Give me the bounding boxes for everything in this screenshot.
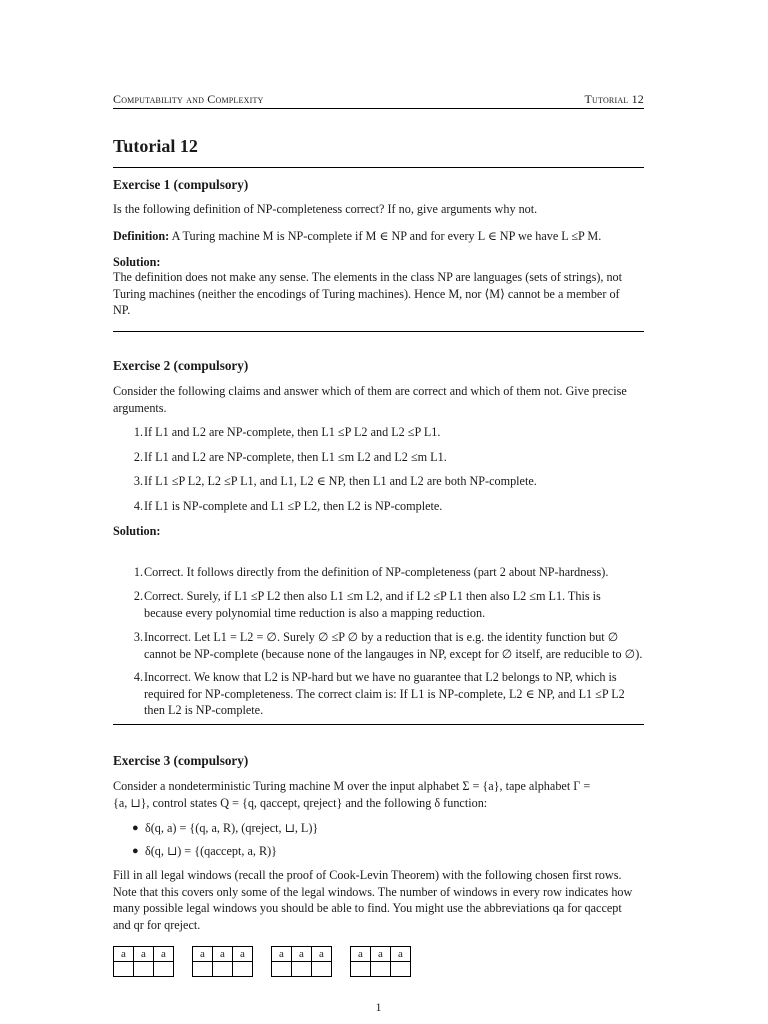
answer-line: Correct. It follows directly from the definition of NP-completeness (part 2 about NP-hardness). [144, 565, 609, 579]
task-line: many possible legal windows you should be able to find. You might use the abbreviations qa for qaccept [113, 901, 622, 915]
window-cell: a [193, 947, 213, 962]
claim-number: 3. [133, 474, 143, 488]
intro-line: Consider a nondeterministic Turing machine M over the input alphabet Σ = {a}, tape alphabet Γ = [113, 779, 591, 793]
window-cell: a [312, 947, 332, 962]
intro-line: arguments. [113, 400, 167, 415]
definition-text: A Turing machine M is NP-complete if M ∈ NP and for every L ∈ NP we have L ≤P M. [171, 229, 602, 243]
claim-text: If L1 is NP-complete and L1 ≤P L2, then L2 is NP-complete. [144, 499, 443, 513]
legal-windows [113, 946, 413, 980]
claim-text: If L1 ≤P L2, L2 ≤P L1, and L1, L2 ∈ NP, then L1 and L2 are both NP-complete. [144, 474, 537, 488]
solution-line: Turing machines (neither the encodings of Turing machines). Hence M, nor ⟨M⟩ cannot be a member of [113, 286, 620, 301]
exercise-1-heading: Exercise 1 (compulsory) [113, 177, 249, 192]
claim-number: 1. [133, 425, 143, 439]
answer-text [144, 588, 644, 621]
claim-text: If L1 and L2 are NP-complete, then L1 ≤m L2 and L2 ≤m L1. [144, 450, 447, 464]
task-line: and qr for qreject. [113, 917, 201, 932]
exercise-2-intro [113, 383, 644, 416]
answer-line: Incorrect. We know that L2 is NP-hard but we have no guarantee that L2 belongs to NP, which is [144, 670, 617, 684]
delta-rule: δ(q, a) = {(q, a, R), (qreject, ⊔, L)} [145, 821, 319, 835]
exercise-1-solution-label: Solution: [113, 255, 161, 269]
window-cell: a [272, 947, 292, 962]
window-cell: a [391, 947, 411, 962]
window-table [192, 946, 253, 977]
header-tutorial-label: Tutorial 12 [584, 92, 644, 106]
answer-number: 3. [133, 630, 143, 644]
exercise-1-question: Is the following definition of NP-completeness correct? If no, give arguments why not. [113, 202, 538, 216]
exercise-3-task [113, 867, 644, 933]
window-cell: a [114, 947, 134, 962]
exercise-3-heading: Exercise 3 (compulsory) [113, 753, 249, 768]
answer-text [144, 564, 644, 581]
window-cell: a [213, 947, 233, 962]
exercise-3-intro [113, 778, 644, 811]
solution-line: The definition does not make any sense. The elements in the class NP are languages (sets of strings), not [113, 270, 623, 284]
bullet-icon: ● [132, 822, 139, 834]
window-empty-cell[interactable] [292, 962, 312, 977]
window-cell: a [134, 947, 154, 962]
window-table [113, 946, 174, 977]
answer-line: then L2 is NP-complete. [144, 703, 264, 717]
course-title: Computability and Complexity [113, 92, 264, 106]
title-rule [113, 167, 644, 168]
answer-line: because every polynomial time reduction is also a mapping reduction. [144, 605, 486, 620]
exercise-2-heading: Exercise 2 (compulsory) [113, 358, 249, 373]
task-line: Note that this covers only some of the legal windows. The number of windows in every row indicates how [113, 884, 633, 899]
answer-line: Incorrect. Let L1 = L2 = ∅. Surely ∅ ≤P ∅ by a reduction that is e.g. the identity function but ∅ [144, 630, 619, 644]
window-cell: a [292, 947, 312, 962]
answer-text [144, 629, 644, 662]
intro-line: {a, ⊔}, control states Q = {q, qaccept, qreject} and the following δ function: [113, 795, 488, 810]
exercise-1-solution [113, 269, 644, 319]
window-cell: a [154, 947, 174, 962]
window-cell: a [233, 947, 253, 962]
section-rule [113, 724, 644, 725]
delta-rule: δ(q, ⊔) = {(qaccept, a, R)} [145, 844, 277, 858]
running-header [113, 92, 644, 109]
answer-line: cannot be NP-complete (because none of the langauges in NP, except for ∅ itself, are reducible to ∅). [144, 646, 643, 661]
answer-text [144, 669, 644, 719]
claim-number: 2. [133, 450, 143, 464]
page-title: Tutorial 12 [113, 136, 198, 156]
window-empty-cell[interactable] [312, 962, 332, 977]
window-empty-cell[interactable] [371, 962, 391, 977]
claim-number: 4. [133, 499, 143, 513]
intro-line: Consider the following claims and answer which of them are correct and which of them not. Give precise [113, 384, 627, 398]
window-empty-cell[interactable] [233, 962, 253, 977]
task-line: Fill in all legal windows (recall the proof of Cook-Levin Theorem) with the following chosen first rows. [113, 868, 622, 882]
window-table [350, 946, 411, 977]
answer-number: 1. [133, 565, 143, 579]
solution-line: NP. [113, 303, 131, 317]
window-empty-cell[interactable] [213, 962, 233, 977]
window-empty-cell[interactable] [351, 962, 371, 977]
window-empty-cell[interactable] [154, 962, 174, 977]
window-empty-cell[interactable] [114, 962, 134, 977]
window-empty-cell[interactable] [391, 962, 411, 977]
definition-label: Definition: [113, 229, 170, 243]
window-empty-cell[interactable] [193, 962, 213, 977]
section-rule [113, 331, 644, 332]
answer-line: required for NP-completeness. The correct claim is: If L1 is NP-complete, L2 ∈ NP, and L1 ≤P L2 [144, 686, 625, 701]
window-empty-cell[interactable] [272, 962, 292, 977]
exercise-1-definition [113, 228, 644, 245]
bullet-icon: ● [132, 845, 139, 857]
claim-text: If L1 and L2 are NP-complete, then L1 ≤P L2 and L2 ≤P L1. [144, 425, 441, 439]
window-cell: a [351, 947, 371, 962]
exercise-2-solution-label: Solution: [113, 524, 161, 538]
answer-number: 2. [133, 589, 143, 603]
window-cell: a [371, 947, 391, 962]
window-empty-cell[interactable] [134, 962, 154, 977]
answer-line: Correct. Surely, if L1 ≤P L2 then also L1 ≤m L2, and if L2 ≤P L1 then also L2 ≤m L1. This is [144, 589, 601, 603]
window-table [271, 946, 332, 977]
page-number: 1 [375, 1000, 382, 1014]
answer-number: 4. [133, 670, 143, 684]
